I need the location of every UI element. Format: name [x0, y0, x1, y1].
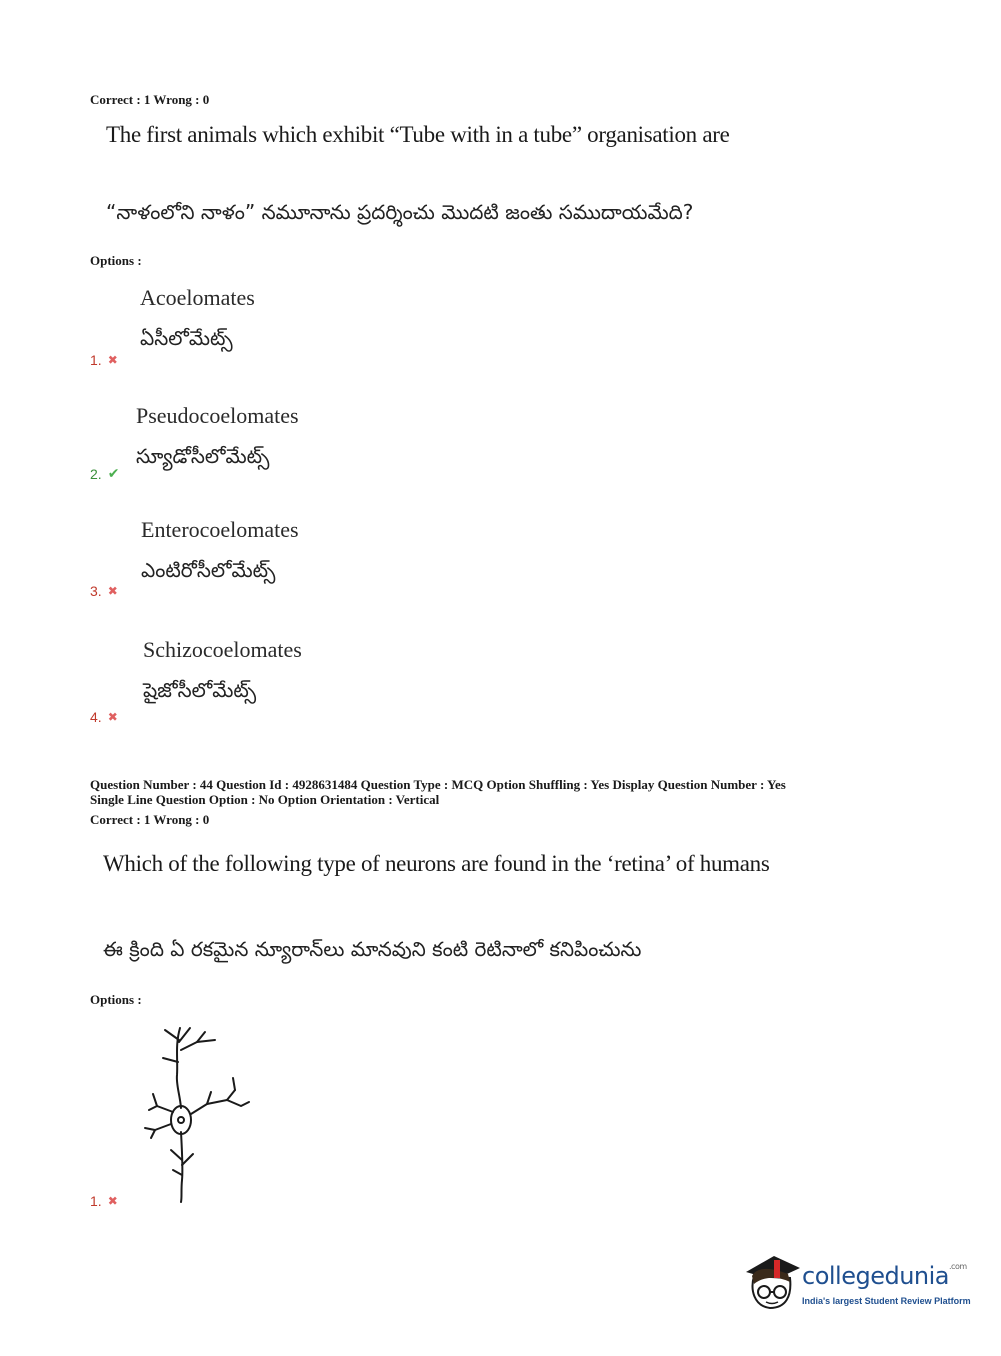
q43-option-4-number: 4. ✖ — [90, 709, 118, 725]
correct-check-icon: ✔ — [107, 465, 120, 481]
q43-option-4-telugu: షైజోసీలోమేట్స్ — [143, 678, 257, 702]
collegedunia-logo — [740, 1250, 980, 1320]
q43-option-1-telugu: ఏసీలోమేట్స్ — [140, 326, 233, 350]
wrong-cross-icon: ✖ — [107, 710, 118, 724]
wrong-cross-icon: ✖ — [107, 1194, 118, 1208]
q44-score: Correct : 1 Wrong : 0 — [90, 812, 210, 827]
q44-option-1-number: 1. ✖ — [90, 1193, 118, 1209]
q43-option-2-number: 2. ✔ — [90, 465, 120, 482]
q44-meta-line-1: Question Number : 44 Question Id : 4928631484 Question Type : MCQ Option Shuffling : Yes Display Question Number : Yes — [90, 777, 786, 792]
q43-text-telugu: “నాళంలోని నాళం” నమూనాను ప్రదర్శించు మొదటి జంతు సముదాయమేది? — [106, 200, 694, 224]
mascot-icon — [740, 1250, 802, 1312]
q43-option-1-number: 1. ✖ — [90, 352, 118, 368]
q44-meta-line-2: Single Line Question Option : No Option Orientation : Vertical — [90, 792, 440, 807]
q44-text-telugu: ఈ క్రింది ఏ రకమైన న్యూరాన్‌లు మానవుని కంటి రెటినాలో కనిపించును — [103, 937, 642, 961]
q43-option-2-telugu: స్యూడోసీలోమేట్స్ — [136, 444, 270, 468]
wrong-cross-icon: ✖ — [107, 353, 118, 367]
q43-options-label: Options : — [90, 253, 142, 268]
q43-option-3-telugu: ఎంటిరోసీలోమేట్స్ — [141, 558, 276, 582]
q43-score: Correct : 1 Wrong : 0 — [90, 92, 210, 107]
logo-wordmark: collegedunia$^{.com}$ — [802, 1262, 967, 1290]
q43-text-english: The first animals which exhibit “Tube with in a tube” organisation are — [106, 122, 730, 147]
logo-tagline: India's largest Student Review Platform — [802, 1296, 971, 1306]
q44-text-english: Which of the following type of neurons are found in the ‘retina’ of humans — [103, 851, 770, 876]
q43-option-4-english: Schizocoelomates — [143, 637, 302, 662]
wrong-cross-icon: ✖ — [107, 584, 118, 598]
q43-option-3-number: 3. ✖ — [90, 583, 118, 599]
q44-options-label: Options : — [90, 992, 142, 1007]
q43-option-2-english: Pseudocoelomates — [136, 403, 299, 428]
q43-option-3-english: Enterocoelomates — [141, 517, 299, 542]
neuron-drawing-option-1 — [135, 1020, 260, 1210]
q43-option-1-english: Acoelomates — [140, 285, 255, 310]
